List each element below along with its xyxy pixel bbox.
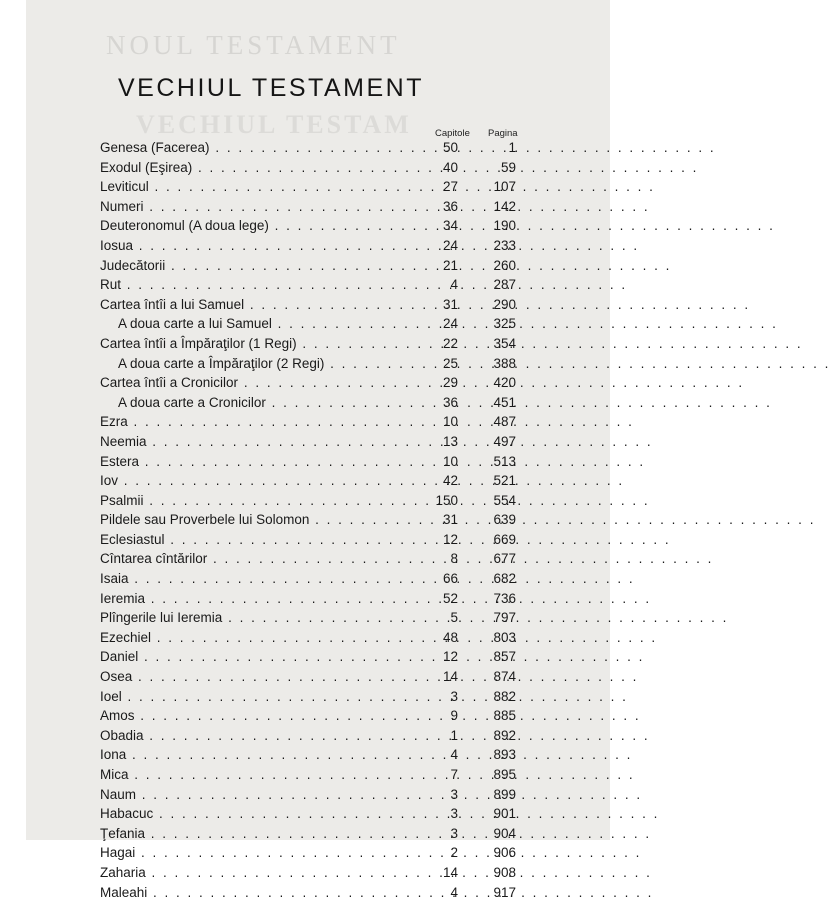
toc-row — [26, 843, 610, 863]
page-number: 59 — [500, 159, 516, 175]
book-name: Pildele sau Proverbele lui Solomon . . . — [100, 510, 440, 530]
toc-row — [26, 373, 610, 393]
page-number: 797 — [493, 610, 516, 626]
chapter-count: 31 — [442, 512, 458, 528]
book-name: Leviticul . . . — [100, 177, 440, 197]
page-number: 893 — [493, 747, 516, 763]
chapter-count: 3 — [450, 688, 458, 704]
toc-row — [26, 138, 610, 158]
page-number: 885 — [493, 708, 516, 724]
toc-row — [26, 354, 610, 374]
chapter-count: 3 — [450, 825, 458, 841]
toc-row — [26, 863, 610, 883]
toc-row — [26, 647, 610, 667]
toc-row — [26, 432, 610, 452]
book-name: Hagai . . . — [100, 843, 440, 863]
column-header-page: Pagina — [488, 128, 518, 139]
page-number: 233 — [493, 237, 516, 253]
page-number: 287 — [493, 277, 516, 293]
book-name: Plîngerile lui Ieremia . . . — [100, 608, 440, 628]
chapter-count: 36 — [442, 394, 458, 410]
chapter-count: 9 — [450, 708, 458, 724]
chapter-count: 4 — [450, 747, 458, 763]
toc-row — [26, 510, 610, 530]
toc-row — [26, 883, 610, 902]
page-number: 904 — [493, 825, 516, 841]
book-name: Mica . . . — [100, 765, 440, 785]
book-name: Iov . . . — [100, 471, 440, 491]
chapter-count: 40 — [442, 159, 458, 175]
page-title: VECHIUL TESTAMENT — [118, 74, 424, 102]
toc-row — [26, 765, 610, 785]
book-name: Ezra . . . — [100, 412, 440, 432]
chapter-count: 36 — [442, 198, 458, 214]
book-name: Judecătorii . . . — [100, 256, 440, 276]
book-name: Cartea întîi a Cronicilor . . . — [100, 373, 440, 393]
toc-row — [26, 471, 610, 491]
book-name: Iosua . . . — [100, 236, 440, 256]
chapter-count: 13 — [442, 433, 458, 449]
chapter-count: 150 — [435, 492, 458, 508]
toc-row — [26, 706, 610, 726]
book-name: Ioel . . . — [100, 687, 440, 707]
page-number: 892 — [493, 727, 516, 743]
chapter-count: 14 — [442, 864, 458, 880]
toc-row — [26, 667, 610, 687]
book-name: Zaharia . . . — [100, 863, 440, 883]
toc-row — [26, 236, 610, 256]
chapter-count: 50 — [442, 140, 458, 155]
page-number: 917 — [493, 884, 516, 900]
book-name: Cîntarea cîntărilor . . . — [100, 549, 440, 569]
book-name: Neemia . . . — [100, 432, 440, 452]
toc-row — [26, 177, 610, 197]
book-name: Maleahi . . . — [100, 883, 440, 902]
page-number: 895 — [493, 767, 516, 782]
toc-row — [26, 530, 610, 550]
toc-row — [26, 785, 610, 805]
toc-row — [26, 197, 610, 217]
bleed-through-subheader: VECHIUL TESTAM — [136, 110, 412, 139]
chapter-count: 3 — [450, 806, 458, 822]
chapter-count: 34 — [442, 218, 458, 234]
bleed-through-header: NOUL TESTAMENT — [106, 30, 401, 60]
page-number: 521 — [493, 473, 516, 489]
toc-row — [26, 589, 610, 609]
book-name: Ţefania . . . — [100, 824, 440, 844]
book-name: Osea . . . — [100, 667, 440, 687]
chapter-count: 12 — [442, 649, 458, 665]
toc-row — [26, 745, 610, 765]
page-number: 290 — [493, 296, 516, 312]
page-number: 190 — [493, 218, 516, 234]
toc-row — [26, 393, 610, 413]
toc-row — [26, 256, 610, 276]
chapter-count: 31 — [442, 296, 458, 312]
chapter-count: 4 — [450, 277, 458, 293]
page-number: 451 — [493, 394, 516, 410]
chapter-count: 52 — [442, 590, 458, 606]
book-name: Habacuc . . . — [100, 804, 440, 824]
book-name: Amos . . . — [100, 706, 440, 726]
chapter-count: 25 — [442, 355, 458, 371]
column-header-chapters: Capitole — [435, 128, 470, 139]
toc-row — [26, 628, 610, 648]
toc-row — [26, 314, 610, 334]
toc-row — [26, 726, 610, 746]
page-number: 803 — [493, 629, 516, 645]
chapter-count: 10 — [442, 453, 458, 469]
toc-row — [26, 295, 610, 315]
page-number: 639 — [493, 512, 516, 528]
book-name: Cartea întîi a Împăraţilor (1 Regi) . . . — [100, 334, 440, 354]
book-name: Obadia . . . — [100, 726, 440, 746]
page-number: 554 — [493, 492, 516, 508]
book-name: Daniel . . . — [100, 647, 440, 667]
page-number: 857 — [493, 649, 516, 665]
chapter-count: 8 — [450, 551, 458, 567]
toc-row — [26, 824, 610, 844]
toc-row — [26, 491, 610, 511]
toc-row — [26, 334, 610, 354]
book-name: Ieremia . . . — [100, 589, 440, 609]
chapter-count: 7 — [450, 767, 458, 782]
chapter-count: 1 — [450, 727, 458, 743]
book-name: Iona . . . — [100, 745, 440, 765]
chapter-count: 22 — [442, 335, 458, 351]
page-number: 420 — [493, 375, 516, 391]
page-number: 908 — [493, 864, 516, 880]
chapter-count: 5 — [450, 610, 458, 626]
page-number: 882 — [493, 688, 516, 704]
chapter-count: 24 — [442, 316, 458, 332]
book-name: Genesa (Facerea) . . . — [100, 138, 440, 158]
page-number: 899 — [493, 786, 516, 802]
chapter-count: 48 — [442, 629, 458, 645]
chapter-count: 2 — [450, 845, 458, 861]
book-name: A doua carte a Împăraţilor (2 Regi) . . . — [118, 354, 440, 374]
chapter-count: 21 — [442, 257, 458, 273]
page-number: 354 — [493, 335, 516, 351]
page-number: 901 — [493, 806, 516, 822]
chapter-count: 27 — [442, 179, 458, 195]
page-number: 1 — [508, 140, 516, 155]
book-name: Estera . . . — [100, 452, 440, 472]
page-number: 677 — [493, 551, 516, 567]
page-number: 513 — [493, 453, 516, 469]
chapter-count: 14 — [442, 669, 458, 685]
chapter-count: 66 — [442, 571, 458, 587]
page-number: 497 — [493, 433, 516, 449]
page-number: 736 — [493, 590, 516, 606]
toc-row — [26, 549, 610, 569]
chapter-count: 10 — [442, 414, 458, 430]
book-name: Naum . . . — [100, 785, 440, 805]
toc-row — [26, 158, 610, 178]
chapter-count: 29 — [442, 375, 458, 391]
toc-row — [26, 452, 610, 472]
book-name: A doua carte a lui Samuel . . . — [118, 314, 440, 334]
toc-row — [26, 687, 610, 707]
page-number: 874 — [493, 669, 516, 685]
page-number: 682 — [493, 571, 516, 587]
book-name: Ezechiel . . . — [100, 628, 440, 648]
book-name: Deuteronomul (A doua lege) . . . — [100, 216, 440, 236]
page-number: 107 — [493, 179, 516, 195]
page-number: 142 — [493, 198, 516, 214]
page-number: 388 — [493, 355, 516, 371]
book-name: Numeri . . . — [100, 197, 440, 217]
chapter-count: 4 — [450, 884, 458, 900]
book-name: Cartea întîi a lui Samuel . . . — [100, 295, 440, 315]
page-number: 487 — [493, 414, 516, 430]
book-name: Eclesiastul . . . — [100, 530, 440, 550]
book-name: Psalmii . . . — [100, 491, 440, 511]
toc-row — [26, 608, 610, 628]
chapter-count: 24 — [442, 237, 458, 253]
toc-row — [26, 275, 610, 295]
table-of-contents — [26, 138, 610, 902]
book-name: A doua carte a Cronicilor . . . — [118, 393, 440, 413]
chapter-count: 12 — [442, 531, 458, 547]
chapter-count: 3 — [450, 786, 458, 802]
book-name: Isaia . . . — [100, 569, 440, 589]
toc-row — [26, 412, 610, 432]
book-name: Exodul (Eşirea) . . . — [100, 158, 440, 178]
page-number: 669 — [493, 531, 516, 547]
page-number: 325 — [493, 316, 516, 332]
page-number: 906 — [493, 845, 516, 861]
book-page — [26, 0, 610, 900]
toc-row — [26, 216, 610, 236]
chapter-count: 42 — [442, 473, 458, 489]
toc-row — [26, 804, 610, 824]
book-name: Rut . . . — [100, 275, 440, 295]
toc-row — [26, 569, 610, 589]
page-number: 260 — [493, 257, 516, 273]
